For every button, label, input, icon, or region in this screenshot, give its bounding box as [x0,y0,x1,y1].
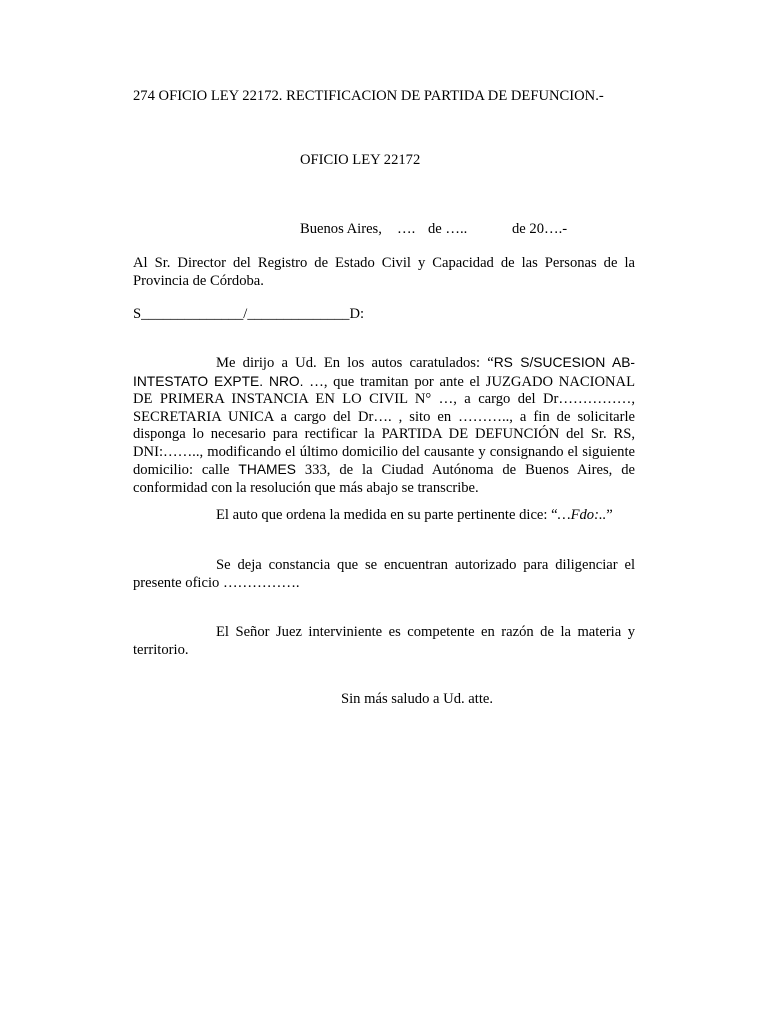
body-text-3: 333, de la Ciudad Autónoma de Buenos Aires, de conformidad con la resolución que más abajo se transcribe. [133,462,635,496]
date-month: de ….. [428,221,468,237]
date-place: Buenos Aires, [300,221,382,237]
order-text: El auto que ordena la medida en su parte pertinente dice: “ [216,507,558,523]
order-quote-close: ” [606,507,613,523]
case-caption: RS S/SUCESION AB-INTESTATO EXPTE. NRO. [133,355,636,389]
competence-paragraph: El Señor Juez interviniente es competente en razón de la materia y territorio. [133,624,635,658]
date-year: de 20….- [512,221,568,237]
body-text-1: Me dirijo a Ud. En los autos caratulados: “ [216,355,494,371]
addressee: Al Sr. Director del Registro de Estado Civil y Capacidad de las Personas de la Provincia de Córdoba. [133,255,635,289]
order-paragraph [216,507,613,524]
street-name: THAMES [238,462,296,477]
date-line [0,221,768,239]
date-day: …. [397,221,416,237]
salutation: S______________/______________D: [133,306,365,322]
body-paragraph [133,354,635,497]
order-quote: …Fdo:.. [557,507,607,523]
document-title: 274 OFICIO LEY 22172. RECTIFICACION DE PARTIDA DE DEFUNCION.- [133,88,604,104]
closing-line: Sin más saludo a Ud. atte. [341,691,493,707]
document-subtitle: OFICIO LEY 22172 [300,152,421,168]
body-text-2: …, que tramitan por ante el JUZGADO NACIONAL DE PRIMERA INSTANCIA EN LO CIVIL N° …, a cargo del Dr……………, SECRETARIA UNICA a cargo del Dr…. , sito en ……….., a fin de solicitarle disponga lo necesario para rectificar la PARTIDA DE DEFUNCIÓN del Sr. RS, DNI:…….., modificando el último domicilio del causante y consignando el siguiente domicilio: calle [133,373,635,478]
authorized-paragraph: Se deja constancia que se encuentran autorizado para diligenciar el presente oficio ……………. [133,557,635,591]
